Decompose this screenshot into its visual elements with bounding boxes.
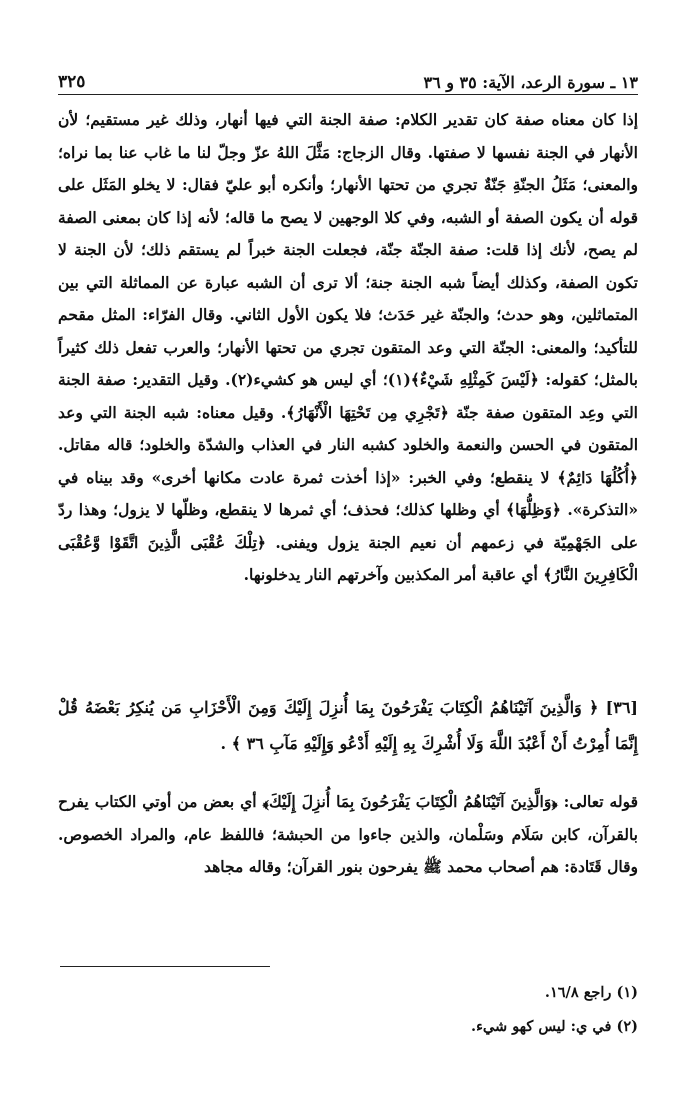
header-rule	[58, 94, 638, 95]
footnote-2: (٢) في ي: ليس كهو شيء.	[471, 1018, 638, 1035]
page-number: ٣٢٥	[58, 72, 86, 92]
main-text: إذا كان معناه صفة كان تقدير الكلام: صفة الجنة التي فيها أنهار، وذلك غير مستقيم؛ لأن الأنهار في الجنة نفسها لا صفتها. وقال الزجاج: مَثَّلَ اللهُ عزّ وجلّ لنا ما غاب عنا بما نراه؛ والمعنى؛ مَثَلُ الجنّةِ جَنّةٌ تجري من تحتها الأنهار؛ وأنكره أبو عليّ فقال: لا يخلو المَثَل على قوله أن يكون الصفة أو الشبه، وفي كلا الوجهين لا يصح ما قاله؛ لأنه إذا كان بمعنى الصفة لم يصح، لأنك إذا قلت: صفة الجنّة جنّة، فجعلت الجنة خبراً لم يستقم ذلك؛ لأن الجنة لا تكون الصفة، وكذلك أيضاً شبه الجنة جنة؛ ألا ترى أن الشبه عبارة عن المماثلة التي بين المتماثلين، وهو حدث؛ والجنّة غير حَدَث؛ فلا يكون الأول الثاني. وقال الفرّاء: المثل مقحم للتأكيد؛ والمعنى: الجنّة التي وعد المتقون تجري من تحتها الأنهار؛ والعرب تفعل ذلك كثيراً بالمثل؛ كقوله: ﴿لَيْسَ كَمِثْلِهِ شَيْءٌ﴾(١)؛ أي ليس هو كشيء(٢). وقيل التقدير: صفة الجنة التي وعِد المتقون صفة جنّة ﴿تَجْرِي مِن تَحْتِهَا الْأَنْهَارُ﴾. وقيل معناه: شبه الجنة التي وعد المتقون في الحسن والنعمة والخلود كشبه النار في العذاب والشدّة والخلود؛ قاله مقاتل. ﴿أُكُلُهَا دَائِمٌ﴾ لا ينقطع؛ وفي الخبر: «إذا أخذت ثمرة عادت مكانها أخرى» وقد بيناه في «التذكرة». ﴿وَظِلُّهَا﴾ أي وظلها كذلك؛ فحذف؛ أي ثمرها لا ينقطع، وظلّها لا يزول؛ وهذا ردّ على الجَهْمِيّة في زعمهم أن نعيم الجنة يزول ويفنى. ﴿تِلْكَ عُقْبَى الَّذِينَ اتَّقَوْا وَّعُقْبَى الْكَافِرِينَ النَّارُ﴾ أي عاقبة أمر المكذبين وآخرتهم النار يدخلونها.	[58, 110, 639, 584]
tafsir-text: قوله تعالى: ﴿وَالَّذِينَ آتَيْنَاهُمُ الْكِتَابَ يَفْرَحُونَ بِمَا أُنزِلَ إِلَيْكَ﴾ أي بعض من أوتي الكتاب يفرح بالقرآن، كابن سَلَام وسَلْمان، والذين جاءوا من الحبشة؛ فاللفظ عام، والمراد الخصوص. وقال قَتَادة: هم أصحاب محمد ﷺ يفرحون بنور القرآن؛ وقاله مجاهد	[58, 792, 638, 876]
verse-line	[58, 690, 638, 762]
verse-block	[58, 690, 638, 762]
verse-text: ﴿ وَالَّذِينَ آتَيْنَاهُمُ الْكِتَابَ يَفْرَحُونَ بِمَا أُنزِلَ إِلَيْكَ وَمِنَ الْأَحْزَابِ مَن يُنكِرُ بَعْضَهُ قُلْ إِنَّمَا أُمِرْتُ أَنْ أَعْبُدَ اللَّهَ وَلَا أُشْرِكَ بِهِ إِلَيْهِ أَدْعُو وَإِلَيْهِ مَآبِ ٣٦ ﴾ .	[58, 698, 638, 753]
tafsir-paragraph	[58, 786, 638, 884]
main-paragraph	[58, 104, 638, 592]
footnotes	[58, 976, 638, 1044]
running-head: ١٣ ـ سورة الرعد، الآية: ٣٥ و ٣٦	[423, 73, 638, 92]
footnote-rule	[60, 966, 270, 967]
page-header	[58, 62, 638, 92]
footnote-1: (١) راجع ١٦/٨.	[544, 984, 638, 1001]
verse-number: [٣٦]	[605, 698, 638, 717]
